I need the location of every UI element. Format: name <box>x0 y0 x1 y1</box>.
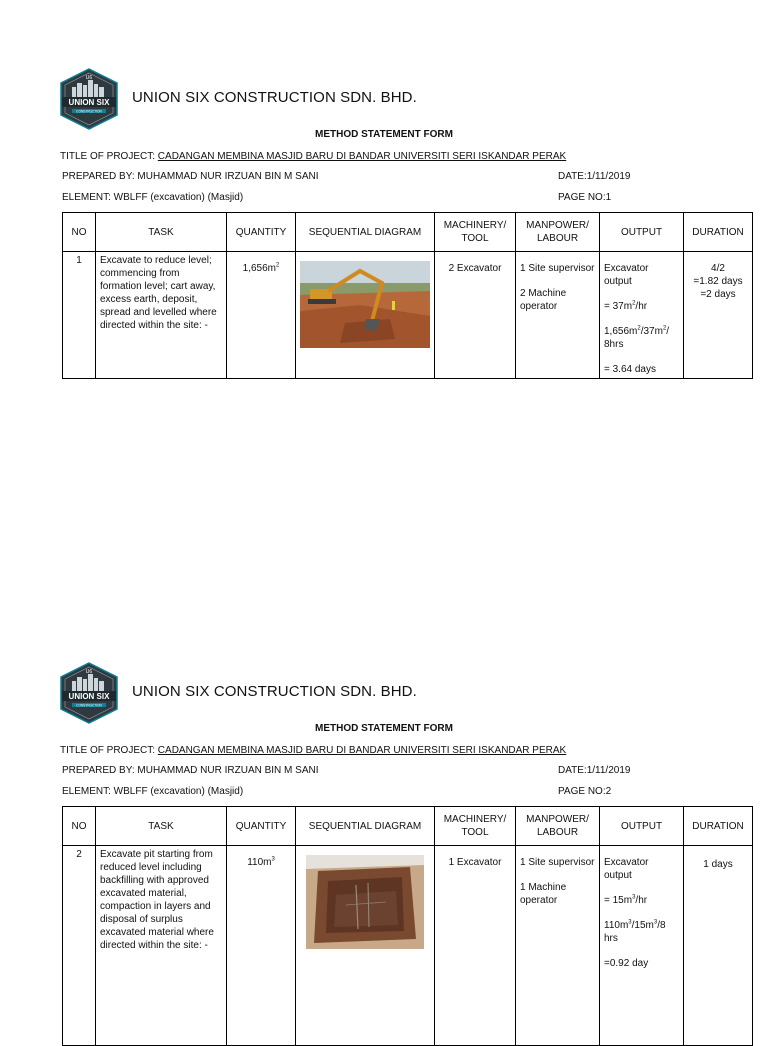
company-name: UNION SIX CONSTRUCTION SDN. BHD. <box>132 89 417 106</box>
date: DATE:1/11/2019 <box>558 765 631 776</box>
row-no: 1 <box>63 252 96 379</box>
row-diagram <box>296 252 435 379</box>
header-duration: DURATION <box>684 807 753 846</box>
header-output: OUTPUT <box>600 213 684 252</box>
row-quantity: $1,656m^2$ <box>227 252 296 379</box>
header-quantity: QUANTITY <box>227 807 296 846</box>
excavator-photo <box>300 261 430 348</box>
row-machinery: 1 Excavator <box>435 846 516 1046</box>
header-quantity: QUANTITY <box>227 213 296 252</box>
row-duration: 4/2 =1.82 days =2 days <box>684 252 753 379</box>
project-title-label: TITLE OF PROJECT: <box>60 151 156 162</box>
header-duration: DURATION <box>684 213 753 252</box>
row-quantity: $110m^3$ <box>227 846 296 1046</box>
header-diagram: SEQUENTIAL DIAGRAM <box>296 807 435 846</box>
table-header-row <box>63 213 753 252</box>
row-manpower: 1 Site supervisor 2 Machine operator <box>516 252 600 379</box>
svg-text:UNION SIX: UNION SIX <box>68 98 110 107</box>
page-number: PAGE NO:2 <box>558 786 612 797</box>
header-diagram: SEQUENTIAL DIAGRAM <box>296 213 435 252</box>
header-output: OUTPUT <box>600 807 684 846</box>
form-title: METHOD STATEMENT FORM <box>315 129 453 140</box>
prepared-by: PREPARED BY: MUHAMMAD NUR IRZUAN BIN M SANI <box>62 765 319 776</box>
element: ELEMENT: WBLFF (excavation) (Masjid) <box>62 192 244 203</box>
excavation-pit-photo <box>306 855 424 949</box>
svg-text:U6: U6 <box>85 75 93 81</box>
prepared-by: PREPARED BY: MUHAMMAD NUR IRZUAN BIN M SANI <box>62 171 319 182</box>
element: ELEMENT: WBLFF (excavation) (Masjid) <box>62 786 244 797</box>
svg-text:U6: U6 <box>85 669 93 675</box>
svg-text:UNION SIX: UNION SIX <box>68 692 110 701</box>
svg-text:CONSTRUCTION: CONSTRUCTION <box>76 109 102 114</box>
company-name: UNION SIX CONSTRUCTION SDN. BHD. <box>132 683 417 700</box>
table-row <box>63 846 753 1046</box>
union-six-logo <box>58 68 120 130</box>
union-six-logo <box>58 662 120 724</box>
header-task: TASK <box>96 213 227 252</box>
form-title: METHOD STATEMENT FORM <box>315 723 453 734</box>
project-title-line <box>60 151 566 162</box>
date: DATE:1/11/2019 <box>558 171 631 182</box>
table-header-row <box>63 807 753 846</box>
row-output: Excavator output = $37m^2/hr$ $1,656m^2/37m^2/$ 8hrs = 3.64 days <box>600 252 684 379</box>
svg-text:CONSTRUCTION: CONSTRUCTION <box>76 703 102 708</box>
header-no: NO <box>63 807 96 846</box>
method-statement-table <box>62 806 753 1046</box>
project-title-value: CADANGAN MEMBINA MASJID BARU DI BANDAR UNIVERSITI SERI ISKANDAR PERAK <box>157 151 567 162</box>
project-title-line <box>60 745 566 756</box>
row-no: 2 <box>63 846 96 1046</box>
header-machinery: MACHINERY/ TOOL <box>435 213 516 252</box>
row-manpower: 1 Site supervisor 1 Machine operator <box>516 846 600 1046</box>
header-manpower: MANPOWER/ LABOUR <box>516 213 600 252</box>
row-task: Excavate pit starting from reduced level including backfilling with approved excavated material, compaction in layers and disposal of surplus excavated material where directed within the site: - <box>96 846 227 1046</box>
row-task: Excavate to reduce level; commencing from formation level; cart away, excess earth, deposit, spread and levelled where directed within the site: - <box>96 252 227 379</box>
row-duration: 1 days <box>684 846 753 1046</box>
header-no: NO <box>63 213 96 252</box>
project-title-label: TITLE OF PROJECT: <box>60 745 156 756</box>
method-statement-table <box>62 212 753 379</box>
header-machinery: MACHINERY/ TOOL <box>435 807 516 846</box>
page-number: PAGE NO:1 <box>558 192 612 203</box>
header-manpower: MANPOWER/ LABOUR <box>516 807 600 846</box>
table-row <box>63 252 753 379</box>
row-output: Excavator output = $15m^3/hr$ $110m^3/15m^3/8$ hrs =0.92 day <box>600 846 684 1046</box>
row-machinery: 2 Excavator <box>435 252 516 379</box>
row-diagram <box>296 846 435 1046</box>
project-title-value: CADANGAN MEMBINA MASJID BARU DI BANDAR UNIVERSITI SERI ISKANDAR PERAK <box>157 745 567 756</box>
header-task: TASK <box>96 807 227 846</box>
